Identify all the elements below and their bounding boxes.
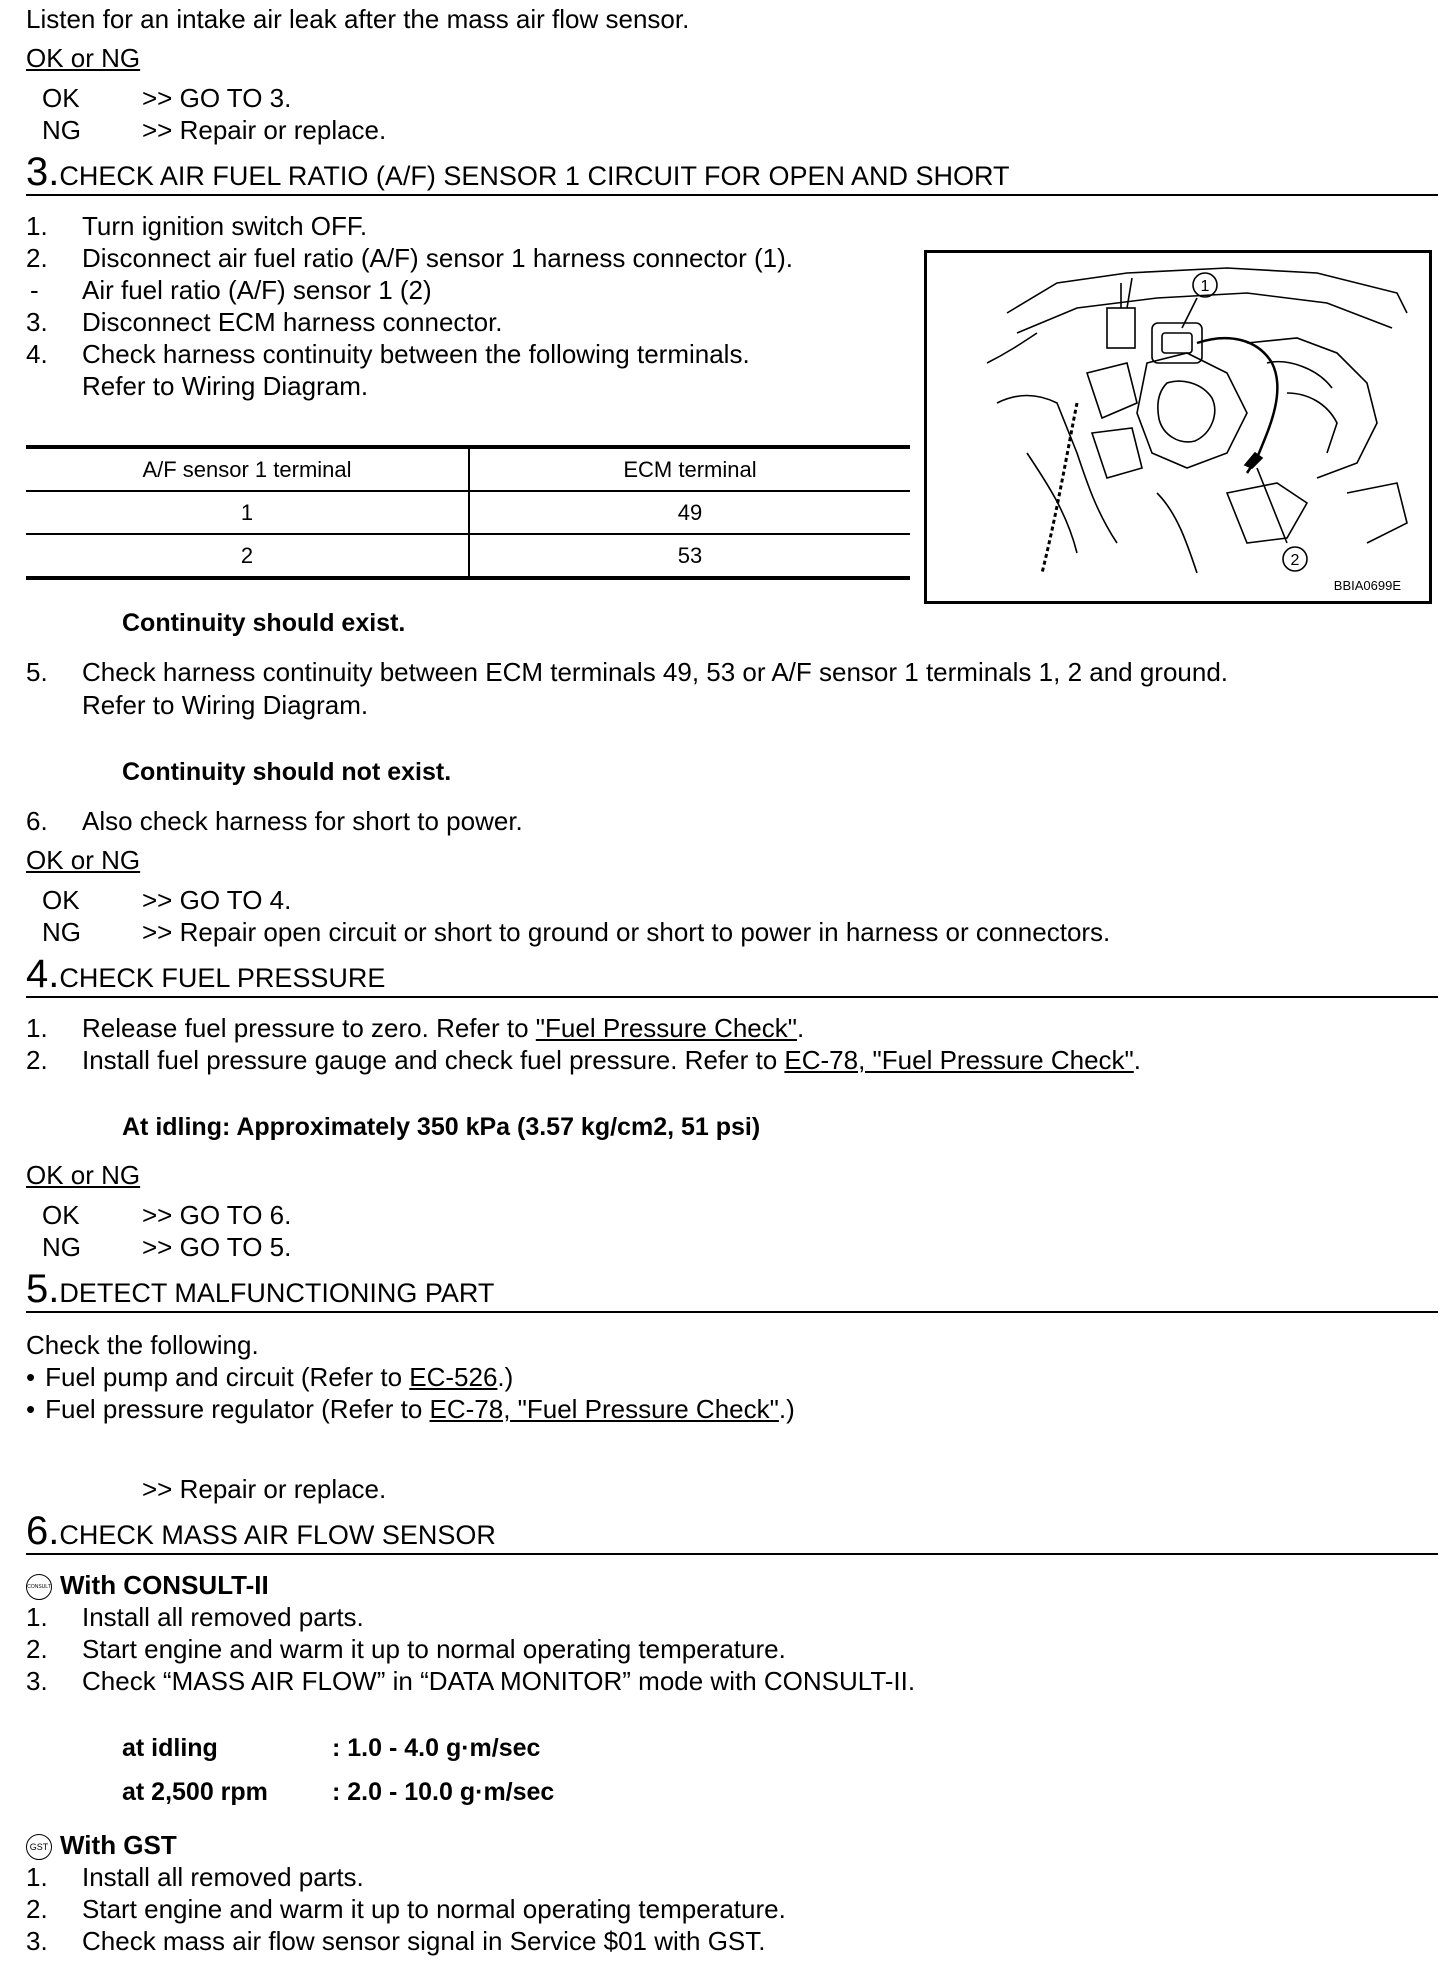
table-cell: 2 [26,534,469,578]
maf-spec-idling: at idling : 1.0 - 4.0 g·m/sec [122,1734,541,1762]
step4-number: 4. [26,952,60,996]
table-header-af: A/F sensor 1 terminal [26,447,469,491]
step6-number: 6. [26,1509,60,1553]
step3-ok-label: OK [42,885,80,915]
table-cell: 53 [469,534,910,578]
step5-intro: Check the following. [26,1330,259,1360]
step3-title: CHECK AIR FUEL RATIO (A/F) SENSOR 1 CIRCUIT FOR OPEN AND SHORT [59,161,1010,191]
step2-ng-label: NG [42,115,81,145]
step4-header [26,952,1438,998]
fuel-pressure-check-link[interactable]: "Fuel Pressure Check" [535,1013,797,1043]
step3-spec-continuity: Continuity should exist. [122,609,406,637]
step5-header [26,1267,1438,1313]
step5-action: >> Repair or replace. [142,1474,387,1504]
step5-title: DETECT MALFUNCTIONING PART [59,1278,495,1308]
step3-ng-label: NG [42,917,81,947]
table-row [26,491,910,534]
step3-header [26,150,1438,196]
step5-bullet-fuel-pump: • Fuel pump and circuit (Refer to EC-526.) [26,1362,514,1392]
step3-ok-ng-heading: OK or NG [26,845,141,875]
step3-ok-action: >> GO TO 4. [142,885,292,915]
step2-instruction: Listen for an intake air leak after the mass air flow sensor. [26,4,690,34]
step4-ok-label: OK [42,1200,80,1230]
table-row [26,534,910,578]
terminal-table [26,445,910,580]
step4-ok-action: >> GO TO 6. [142,1200,292,1230]
table-cell: 1 [26,491,469,534]
ec526-link[interactable]: EC-526 [409,1362,498,1392]
step2-ok-ng-heading: OK or NG [26,43,141,73]
with-gst-heading: GST With GST [26,1830,177,1860]
step5-number: 5. [26,1267,60,1311]
step3-spec-no-continuity: Continuity should not exist. [122,758,452,786]
ec78-fuel-pressure-link[interactable]: EC-78, "Fuel Pressure Check" [784,1045,1134,1075]
maf-spec-2500rpm: at 2,500 rpm : 2.0 - 10.0 g·m/sec [122,1778,555,1806]
step6-title: CHECK MASS AIR FLOW SENSOR [59,1520,496,1550]
with-consult-heading: CONSULT With CONSULT-II [27,1570,269,1600]
table-header-row [26,447,910,491]
sensor-connector-figure [924,250,1432,604]
consult-icon: CONSULT [26,1574,52,1600]
step6-header [26,1509,1438,1555]
step4-title: CHECK FUEL PRESSURE [59,963,386,993]
ec78-link[interactable]: EC-78, "Fuel Pressure Check" [429,1394,779,1424]
step3-item-5-ref: Refer to Wiring Diagram. [82,690,369,720]
step2-ng-action: >> Repair or replace. [142,115,387,145]
figure-callout-2: 2 [1290,552,1300,569]
table-cell: 49 [469,491,910,534]
engine-illustration [927,253,1429,601]
figure-callout-1: 1 [1200,278,1210,295]
step3-ng-action: >> Repair open circuit or short to ground or short to power in harness or connectors. [142,917,1111,947]
step4-ok-ng-heading: OK or NG [26,1160,141,1190]
step4-ng-action: >> GO TO 5. [142,1232,292,1262]
step2-ok-label: OK [42,83,80,113]
step3-item-4-ref: Refer to Wiring Diagram. [82,371,369,401]
step3-number: 3. [26,150,60,194]
step5-bullet-regulator: • Fuel pressure regulator (Refer to EC-78, "Fuel Pressure Check".) [26,1394,795,1424]
step4-spec-idling: At idling: Approximately 350 kPa (3.57 kg/cm2, 51 psi) [122,1113,761,1141]
figure-code: BBIA0699E [1333,578,1401,593]
step4-ng-label: NG [42,1232,81,1262]
gst-icon: GST [26,1834,52,1860]
table-header-ecm: ECM terminal [469,447,910,491]
step2-ok-action: >> GO TO 3. [142,83,292,113]
